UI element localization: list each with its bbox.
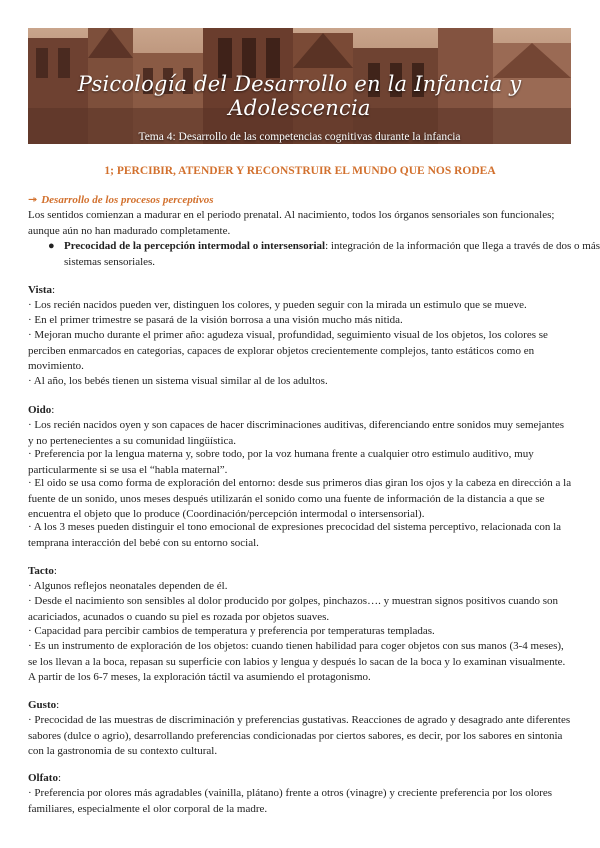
header-banner — [28, 28, 571, 144]
list-item: · En el primer trimestre se pasará de la visión borrosa a una visión mucho más nitida. — [28, 314, 403, 326]
intro-paragraph: Los sentidos comienzan a madurar en el periodo prenatal. Al nacimiento, todos los órganos sensoriales son funcionales; aunque aún no han madurado completamente. — [28, 209, 555, 237]
section-title: 1; PERCIBIR, ATENDER Y RECONSTRUIR EL MUNDO QUE NOS RODEA — [104, 165, 496, 177]
subsection-title: Desarrollo de los procesos perceptivos — [41, 194, 214, 206]
list-item: · Capacidad para percibir cambios de temperatura y preferencia por temperaturas templadas. — [28, 625, 435, 637]
header-title: Psicología del Desarrollo en la Infancia y Adolescencia — [77, 72, 522, 120]
list-item: · Desde el nacimiento son sensibles al dolor producido por golpes, pinchazos…. y muestran signos positivos cuando son acariciados, acunados o cuando su piel es rozada por objetos suaves. — [28, 595, 559, 623]
heading-gusto: Gusto: — [28, 699, 60, 711]
list-item: · Los recién nacidos oyen y son capaces de hacer discriminaciones auditivas, diferenciando entre sonidos muy semejantes y no pertenecientes a su comunidad lingüística. — [28, 419, 565, 447]
list-item: · Mejoran mucho durante el primer año: agudeza visual, profundidad, seguimiento visual de los objetos, los colores se perciben enmarcados en categorias, capaces de explorar objetos crecientemente complejos, tanto estáticos como en movimiento. — [28, 329, 548, 372]
list-item: · Precocidad de las muestras de discriminación y preferencias gustativas. Reacciones de agrado y desagrado ante diferentes sabores (dulce o agrio), desarrollando preferencias condicionadas por ciertos sabores, es decir, por los sabores en sintonia con la gastronomia de su contexto cultural. — [28, 714, 571, 757]
list-item: · A los 3 meses pueden distinguir el tono emocional de expresiones precocidad del sistema perceptivo, relacionada con la temprana interacción del bebé con su entorno social. — [28, 521, 562, 549]
list-item: · Los recién nacidos pueden ver, distinguen los colores, y pueden seguir con la mirada un estimulo que se mueve. — [28, 299, 527, 311]
arrow-icon: ↠ — [28, 194, 38, 206]
heading-tacto: Tacto: — [28, 565, 57, 577]
list-item: · Preferencia por olores más agradables (vainilla, plátano) frente a otros (vinagre) y creciente preferencia por los olores familiares, especialmente el olor corporal de la madre. — [28, 787, 553, 815]
heading-olfato: Olfato: — [28, 772, 62, 784]
heading-oido: Oido: — [28, 404, 55, 416]
bullet-text: : integración de la información que llega a través de dos o más sistemas sensoriales. — [64, 240, 600, 268]
heading-vista: Vista: — [28, 284, 56, 296]
list-item: · Es un instrumento de exploración de los objetos: cuando tienen habilidad para coger objetos con sus manos (3-4 meses), se los llevan a la boca, repasan su superficie con labios y lengua y después lo sacan de la boca y lo examinan visualmente. A partir de los 6-7 meses, la exploración táctil va asumiendo el protagonismo. — [28, 640, 566, 683]
bullet-dot-icon: ● — [48, 240, 55, 252]
list-item: · Al año, los bebés tienen un sistema visual similar al de los adultos. — [28, 375, 328, 387]
intro-bullet — [28, 239, 600, 270]
list-item: · Preferencia por la lengua materna y, sobre todo, por la voz humana frente a cualquier otro estimulo auditivo, muy particularmente si se usa el “habla maternal”. — [28, 448, 534, 476]
bullet-bold: Precocidad de la percepción intermodal o intersensorial — [64, 240, 326, 252]
header-subtitle: Tema 4: Desarrollo de las competencias cognitivas durante la infancia — [138, 131, 461, 143]
list-item: · Algunos reflejos neonatales dependen de él. — [28, 580, 228, 592]
list-item: · El oido se usa como forma de exploración del entorno: desde sus primeros dias giran los ojos y la cabeza en dirección a la fuente de un sonido, unos meses después utilizarán el sonido como una fuente de información de la distancia a que se encuentra el objeto que lo produce (Coordinación/percepción intermodal o intersensorial). — [28, 477, 572, 520]
subsection-heading — [28, 193, 572, 209]
